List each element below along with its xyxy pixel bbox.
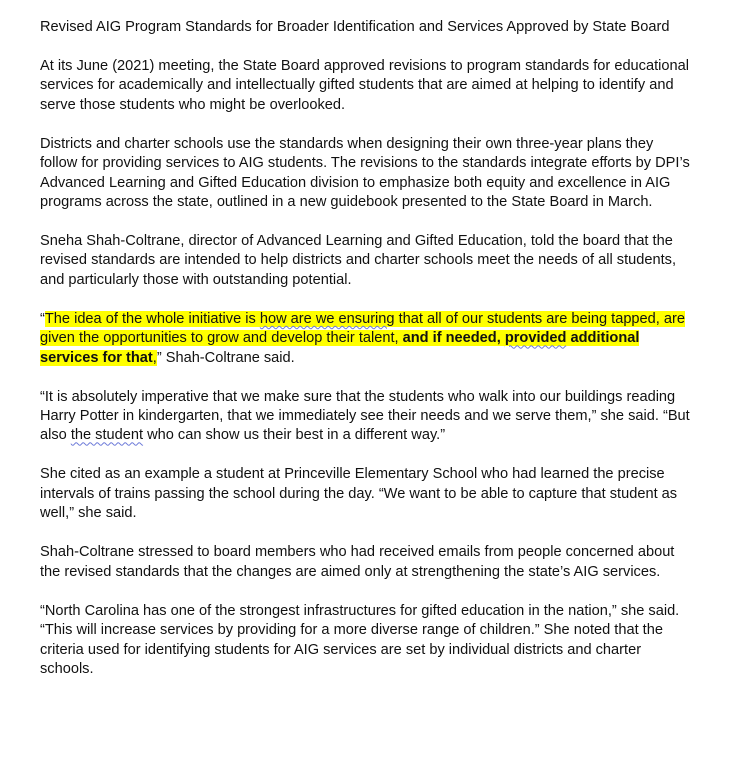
paragraph-6: She cited as an example a student at Princeville Elementary School who had learned the precise intervals of trains passing the school during the day. “We want to be able to capture that student as well,” she said. — [40, 466, 678, 522]
paragraph-quote-highlighted — [40, 310, 690, 368]
bold-spellcheck-word: provided — [504, 330, 567, 347]
paragraph-1: At its June (2021) meeting, the State Board approved revisions to program standards for educational services for academically and intellectually gifted students that are aimed at helping to identify and serve those students who might be overlooked. — [40, 58, 689, 113]
paragraph-7: Shah-Coltrane stressed to board members who had received emails from people concerned about the revised standards that the changes are aimed only at strengthening the state’s AIG services. — [40, 544, 675, 580]
paragraph-8: “North Carolina has one of the strongest infrastructures for gifted education in the nation,” she said. “This will increase services by providing for a more diverse range of children.” She noted that the criteria used for identifying students for AIG services are set by individual districts and charter schools. — [40, 602, 680, 677]
paragraph-5-spellcheck: the student — [70, 427, 144, 444]
highlight-comma: , — [152, 349, 157, 366]
bold-highlight-a: and if needed, — [402, 330, 505, 347]
paragraph-5 — [40, 388, 690, 446]
paragraph-5-text-a: “It is absolutely imperative that we make sure that the students who walk into our buildings reading Harry Potter in kindergarten, that we immediately see their needs and we serve them,” she said. “But also — [40, 388, 690, 444]
paragraph-5-text-c: who can show us their best in a different way.” — [143, 427, 446, 444]
quote-open-mark: “ — [40, 310, 45, 327]
highlight-text-c: that all of our students are being tapped, are given the opportunities to grow and develop their talent, — [40, 310, 685, 347]
spellcheck-phrase: how are we ensuring — [259, 310, 395, 327]
paragraph-3: Sneha Shah-Coltrane, director of Advanced Learning and Gifted Education, told the board that the revised standards are intended to help districts and charter schools meet the needs of all students, and particularly those with outstanding potential. — [40, 233, 677, 288]
bold-highlight-c: additional services for that — [40, 330, 640, 366]
paragraph-2: Districts and charter schools use the standards when designing their own three-year plans they follow for providing services to AIG students. The revisions to the standards integrate efforts by DPI’s Advanced Learning and Gifted Education division to emphasize both equity and excellence in AIG programs across the state, outlined in a new guidebook presented to the State Board in March. — [40, 135, 690, 211]
quote-attribution: ” Shah-Coltrane said. — [156, 349, 295, 366]
article-title: Revised AIG Program Standards for Broader Identification and Services Approved by State Board — [40, 19, 670, 35]
document-body — [40, 18, 690, 699]
highlight-text-a: The idea of the whole initiative is — [44, 310, 260, 327]
